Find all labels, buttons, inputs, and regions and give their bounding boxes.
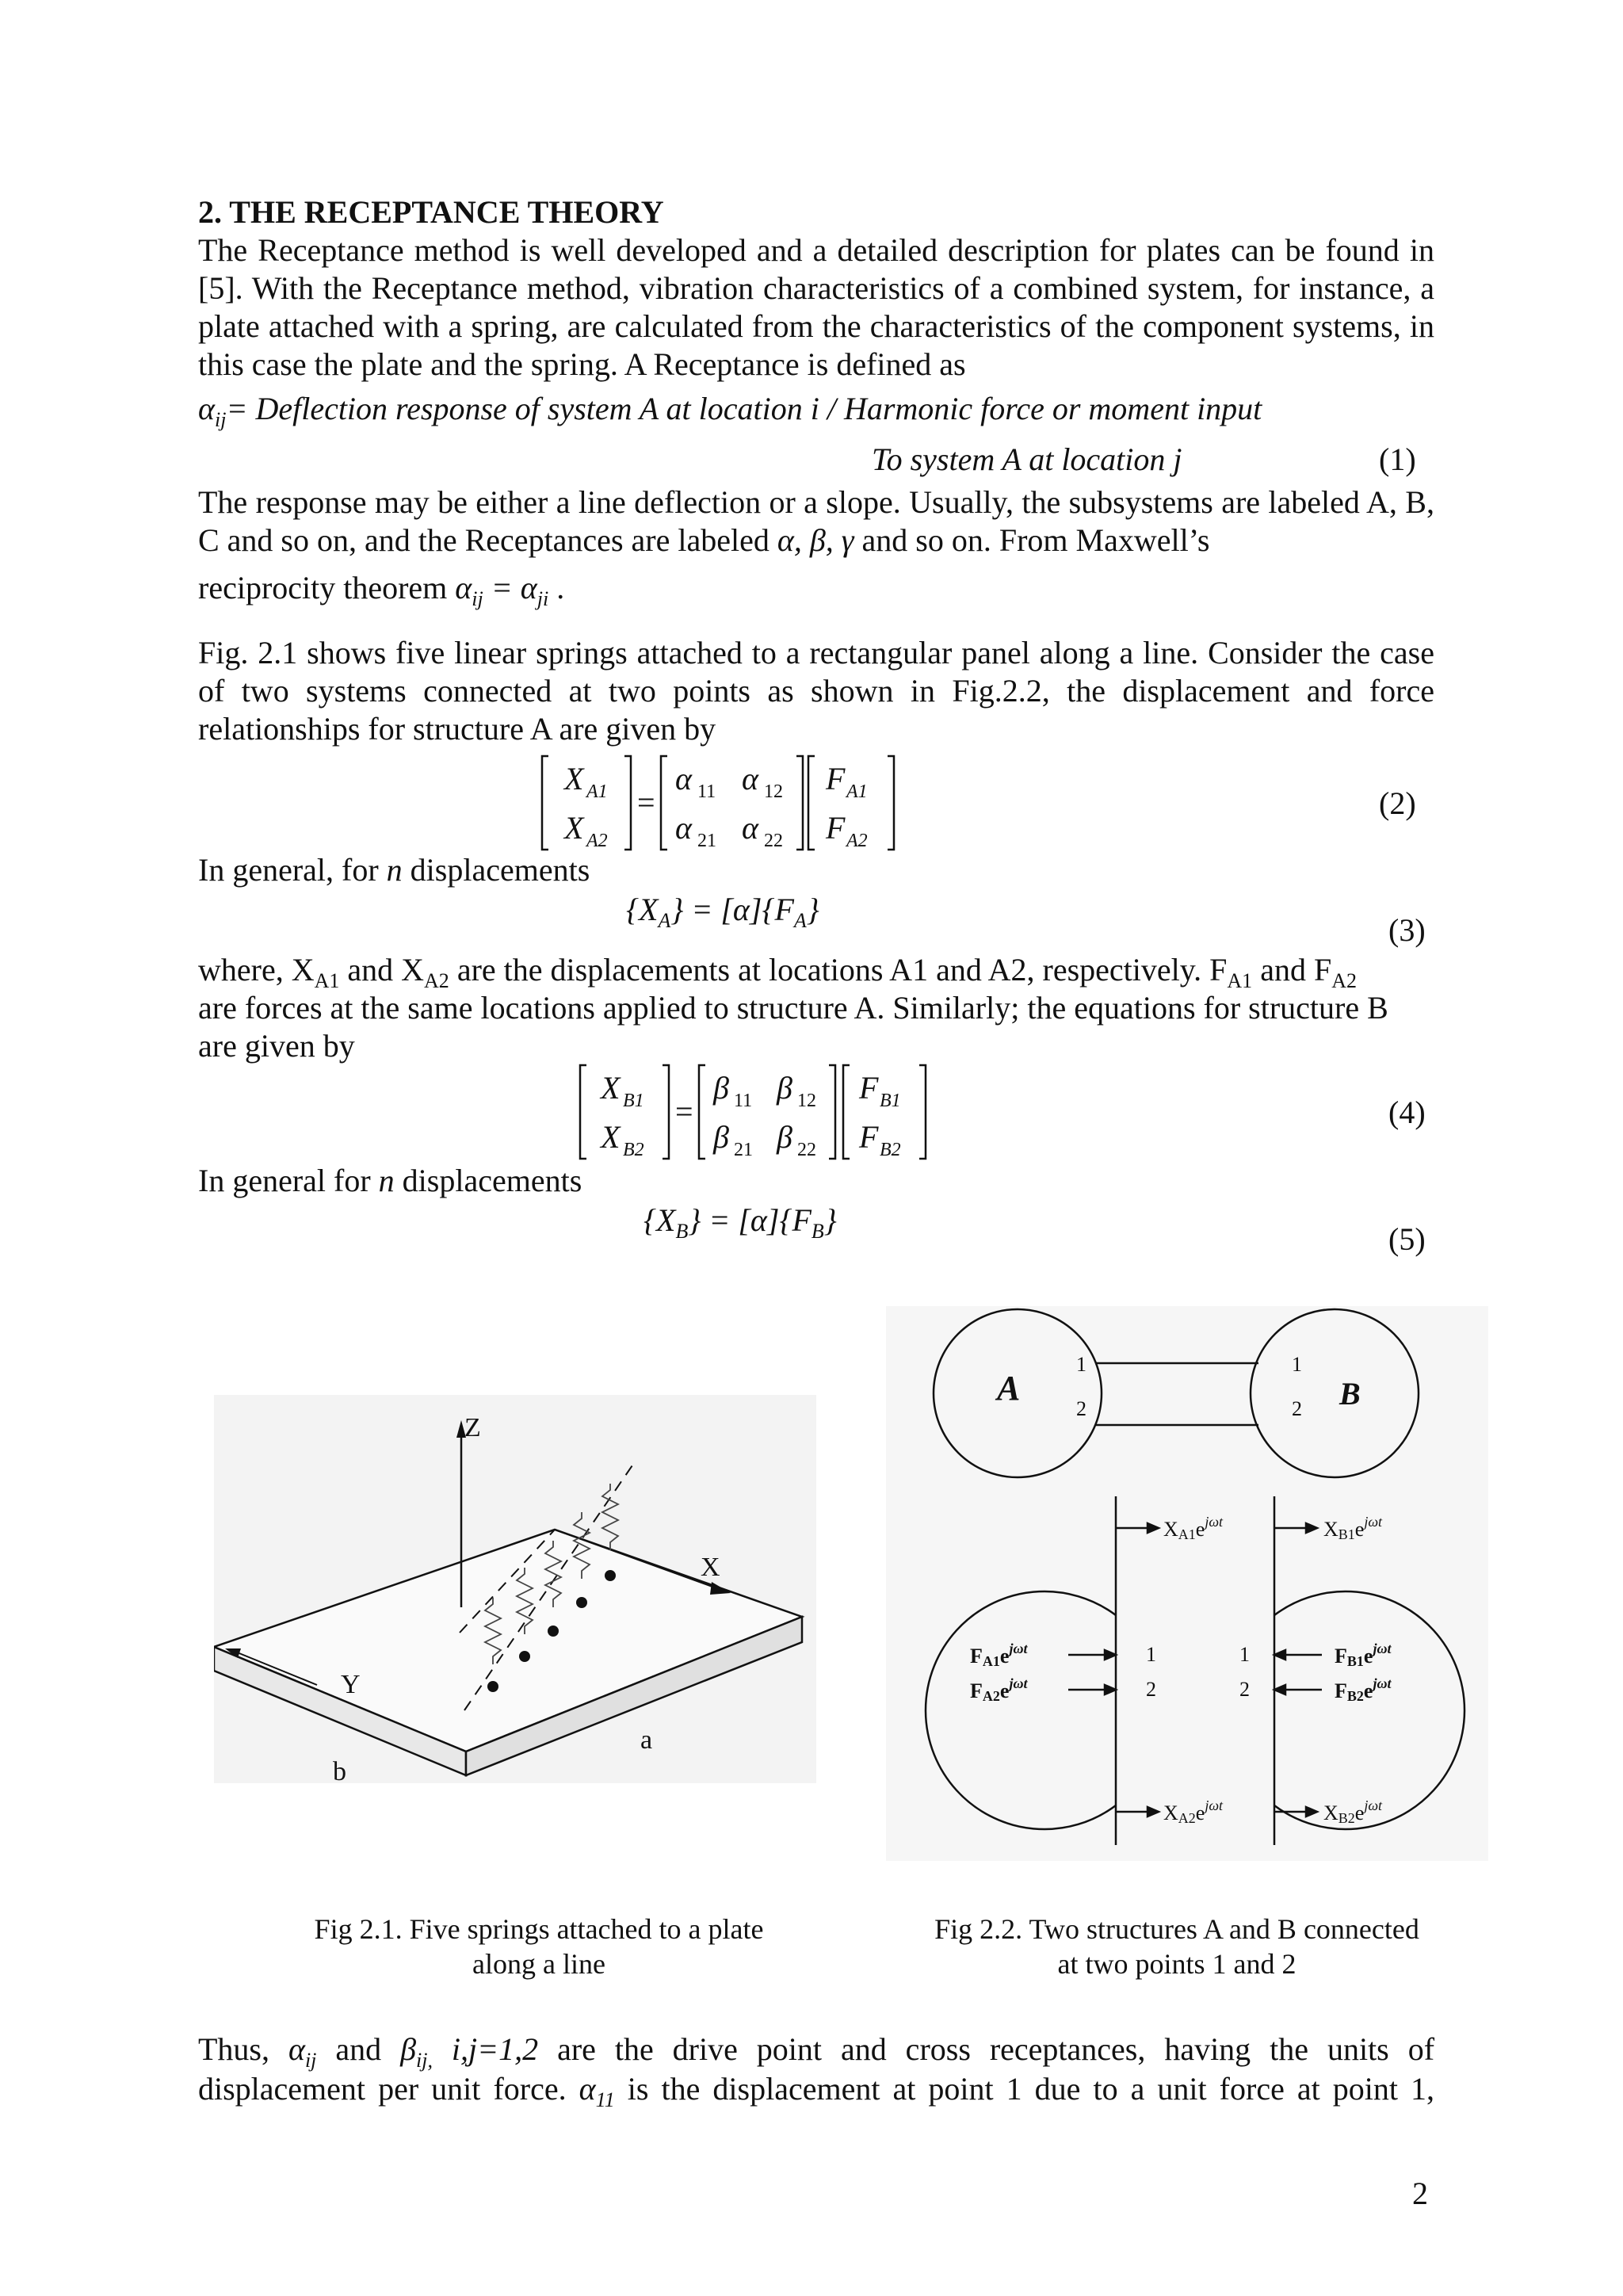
svg-text:B1: B1 [880,1091,901,1111]
svg-text:22: 22 [797,1140,816,1160]
label-xb1: $XB1e^{j\omega t}$ [1323,1514,1383,1542]
figure-2-2-caption: Fig 2.2. Two structures A and B connected at two points 1 and 2 [934,1913,1419,1980]
equation-1-number: (1) [1379,441,1416,477]
svg-text:21: 21 [734,1140,753,1160]
svg-text:2: 2 [1076,1397,1086,1420]
svg-text:1: 1 [1146,1643,1156,1666]
svg-text:F: F [859,1070,879,1106]
svg-text:X: X [601,1119,621,1155]
svg-text:X: X [564,761,584,797]
svg-text:2: 2 [1292,1397,1302,1420]
paragraph-fig-ref: Fig. 2.1 shows five linear springs attached to a rectangular panel along a line. Consider the case of two systems connected at two points as shown in Fig.2.2, the displacement and force relationships for structure A are given by [198,635,1434,747]
paragraph-general-b: In general for n displacements [198,1163,582,1198]
paragraph-thus-2: displacement per unit force. $\alpha_{11}$ is the displacement at point 1 due to a unit force at point 1, [198,2071,1435,2111]
svg-text:β: β [777,1119,792,1155]
axis-x-label: X [701,1553,720,1582]
figure-2-2-two-structures [886,1306,1488,1861]
paragraph-where: where, $X_{A1}$ and $X_{A2}$ are the displacements at locations A1 and A2, respectively. $F_{A1}$ and $F_{A2}$ [198,952,1357,992]
paragraph-thus: Thus, $\alpha_{ij}$ and $\beta_{ij,}$ i,j=1,2 are the drive point and cross receptances, having the units of [198,2031,1435,2072]
svg-text:α: α [742,761,758,797]
svg-text:F: F [826,810,846,846]
figure-2-1-plate-springs [214,1395,816,1791]
svg-text:2: 2 [1239,1678,1250,1701]
svg-text:2: 2 [1146,1678,1156,1701]
figure-2-1-caption: Fig 2.1. Five springs attached to a plate along a line [314,1913,764,1980]
equation-5: $\{X_B\} = [\alpha]\{F_B\}$ [643,1202,837,1243]
page-number: 2 [1412,2176,1428,2211]
label-fa2: $FA2e^{j\omega t}$ [970,1675,1028,1704]
svg-text:21: 21 [697,831,716,851]
svg-text:F: F [826,761,846,797]
svg-text:β: β [777,1070,792,1106]
structure-b-label: B [1339,1376,1361,1412]
svg-text:1: 1 [1239,1643,1250,1666]
svg-text:11: 11 [734,1091,753,1111]
svg-text:1: 1 [1292,1353,1302,1376]
svg-text:β: β [713,1070,729,1106]
svg-text:A1: A1 [586,781,608,802]
svg-text:A2: A2 [586,831,608,851]
label-fb1: $FB1e^{j\omega t}$ [1335,1641,1392,1669]
svg-text:β: β [713,1119,729,1155]
equation-1-line1: $\alpha_{ij}=$ Deflection response of system A at location i / Harmonic force or moment input [198,391,1262,431]
dim-a-label: a [640,1725,653,1755]
svg-text:1: 1 [1076,1353,1086,1376]
svg-text:11: 11 [697,781,716,802]
svg-text:12: 12 [764,781,783,802]
paragraph-response: The response may be either a line deflection or a slope. Usually, the subsystems are labeled A, B, C and so on, and the Receptances are labeled α, β, γ and so on. From Maxwell’s [198,484,1434,558]
equation-3-number: (3) [1388,912,1426,948]
paragraph-where-2: are forces at the same locations applied to structure A. Similarly; the equations for structure B [198,990,1388,1026]
svg-text:B2: B2 [880,1140,901,1160]
svg-text:α: α [675,810,692,846]
greek-labels: α, β, γ [777,522,854,558]
svg-text:B1: B1 [623,1091,644,1111]
equation-4-matrix [577,1062,957,1163]
label-xa2: $XA2e^{j\omega t}$ [1163,1797,1224,1826]
svg-text:A1: A1 [846,781,868,802]
paragraph-general-a: In general, for n displacements [198,852,590,888]
svg-text:B2: B2 [623,1140,644,1160]
svg-text:A2: A2 [846,831,868,851]
equation-2-number: (2) [1379,785,1416,821]
reciprocity-relation: $\alpha_{ij} = \alpha_{ji}$ [455,570,549,610]
label-fa1: $FA1e^{j\omega t}$ [970,1641,1028,1669]
paragraph-intro: The Receptance method is well developed and a detailed description for plates can be found in [5]. With the Receptance method, vibration characteristics of a combined system, for instance, a plate attached with a spring, are calculated from the characteristics of the component systems, in this case the plate and the spring. A Receptance is defined as [198,232,1434,382]
svg-text:X: X [601,1070,621,1106]
label-fb2: $FB2e^{j\omega t}$ [1335,1675,1392,1704]
reciprocity-line: reciprocity theorem $\alpha_{ij} = \alpha_{ji}$ . [198,570,565,610]
axis-z-label: Z [464,1413,481,1442]
svg-text:X: X [564,810,584,846]
equation-5-number: (5) [1388,1221,1426,1257]
svg-text:α: α [742,810,758,846]
section-heading: 2. THE RECEPTANCE THEORY [198,194,664,230]
dim-b-label: b [333,1757,346,1786]
svg-text:12: 12 [797,1091,816,1111]
label-xa1: $XA1e^{j\omega t}$ [1163,1514,1224,1542]
svg-text:α: α [675,761,692,797]
label-xb2: $XB2e^{j\omega t}$ [1323,1797,1383,1826]
svg-text:=: = [637,785,655,820]
svg-text:=: = [675,1094,693,1129]
svg-text:F: F [859,1119,879,1155]
equation-3: $\{X_A\} = [\alpha]\{F_A\}$ [626,892,819,932]
alpha-symbol: α [198,391,215,426]
equation-4-number: (4) [1388,1095,1426,1130]
structure-a-label: A [997,1369,1021,1408]
axis-y-label: Y [341,1670,361,1699]
equation-2-matrix [539,753,919,854]
svg-text:22: 22 [764,831,783,851]
equation-1-line2: To system A at location j [872,441,1182,477]
paragraph-where-3: are given by [198,1028,355,1064]
